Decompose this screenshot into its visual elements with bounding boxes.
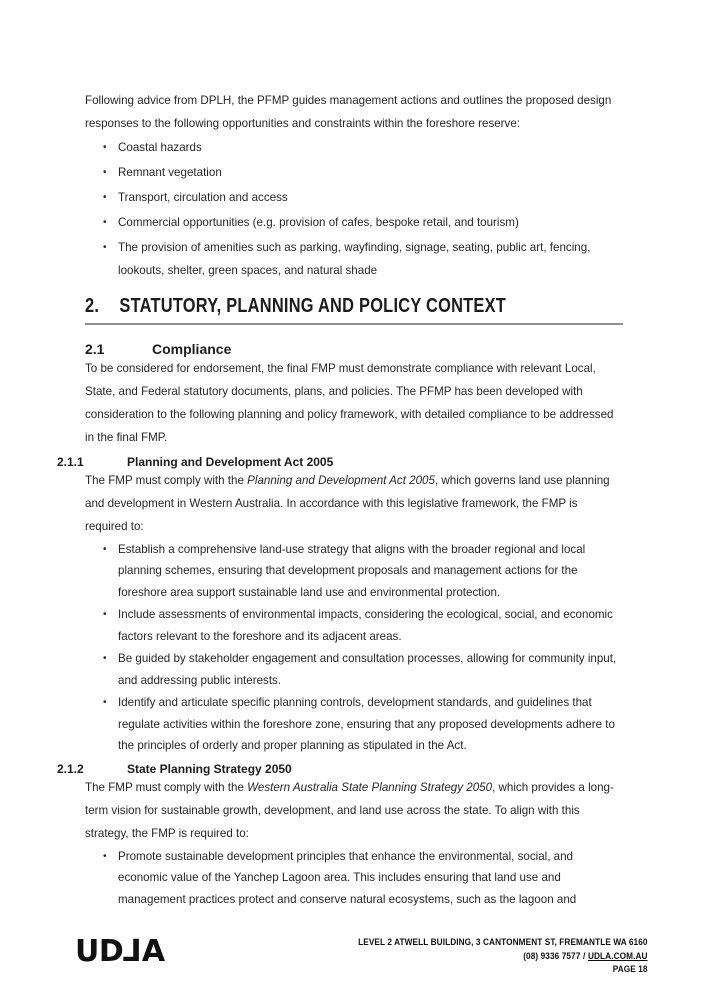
intro-bullet-list	[85, 136, 622, 282]
paragraph-text: The FMP must comply with the	[85, 780, 248, 794]
list-item-text: Coastal hazards	[118, 141, 202, 154]
list-item	[85, 186, 622, 209]
footer-separator: /	[583, 950, 586, 962]
bullet-icon: •	[103, 609, 107, 621]
section-2-1-1-heading	[57, 455, 622, 469]
section-number: 2.1.2	[57, 761, 84, 776]
logo-text: A	[141, 934, 165, 969]
section-2-1-2-paragraph	[85, 776, 622, 845]
udla-logo	[75, 936, 165, 968]
list-item-text: Include assessments of environmental impacts, considering the ecological, social, and economic factors relevant to the foreshore and its adjacent areas.	[118, 608, 613, 643]
paragraph-text: The FMP must comply with the	[85, 473, 248, 487]
section-title: State Planning Strategy 2050	[127, 761, 292, 776]
section-2-1-paragraph: To be considered for endorsement, the final FMP must demonstrate compliance with relevant Local, State, and Federal statutory documents, plans, and policies. The PFMP has been developed with consideration to the following planning and policy framework, with detailed compliance to be addressed in the final FMP.	[85, 361, 614, 444]
footer-phone: (08) 9336 7577	[523, 950, 581, 962]
bullet-icon: •	[103, 697, 107, 709]
list-item-text: Establish a comprehensive land-use strategy that aligns with the broader regional and local planning schemes, ensuring that development proposals and management actions for the foreshore area support sustainable land use and environmental protection.	[118, 542, 586, 599]
heading-divider	[85, 323, 623, 325]
section-2-1-heading	[85, 341, 622, 357]
intro-paragraph: Following advice from DPLH, the PFMP guides management actions and outlines the proposed design responses to the following opportunities and constraints within the foreshore reserve:	[85, 94, 612, 130]
section-2-1-2-bullet-list	[85, 846, 622, 911]
list-item	[85, 236, 622, 282]
footer-website-link[interactable]: UDLA.COM.AU	[588, 950, 648, 962]
bullet-icon: •	[103, 217, 107, 228]
list-item	[85, 211, 622, 234]
section-title: STATUTORY, PLANNING AND POLICY CONTEXT	[119, 294, 507, 317]
bullet-icon: •	[103, 543, 107, 555]
list-item	[85, 648, 622, 691]
section-2-1-2-heading	[57, 762, 622, 776]
section-number: 2.1	[85, 340, 105, 357]
paragraph-text: , which governs land use planning and development in Western Australia. In accordance with this legislative framework, the FMP is required to:	[85, 473, 610, 533]
list-item-text: Transport, circulation and access	[118, 191, 288, 204]
bullet-icon: •	[103, 142, 107, 153]
list-item-text: Be guided by stakeholder engagement and consultation processes, allowing for community input, and addressing public interests.	[118, 652, 617, 687]
footer-page-number: PAGE 18	[613, 964, 648, 975]
strategy-title-italic: Western Australia State Planning Strategy 2050	[247, 780, 493, 794]
list-item-text: Commercial opportunities (e.g. provision of cafes, bespoke retail, and tourism)	[118, 216, 519, 229]
section-number: 2.1.1	[57, 454, 84, 469]
logo-text: UD	[75, 934, 124, 969]
logo-flipped-l: L	[123, 934, 142, 969]
list-item	[85, 604, 622, 647]
list-item-text: Promote sustainable development principles that enhance the environmental, social, and economic value of the Yanchep Lagoon area. This includes ensuring that land use and management practices protect and conserve natural ecosystems, such as the lagoon and	[118, 849, 577, 906]
act-title-italic: Planning and Development Act 2005	[247, 473, 435, 487]
bullet-icon: •	[103, 850, 107, 862]
list-item	[85, 846, 622, 911]
bullet-icon: •	[103, 653, 107, 665]
list-item-text: The provision of amenities such as parking, wayfinding, signage, seating, public art, fencing, lookouts, shelter, green spaces, and natural shade	[118, 241, 591, 277]
paragraph-text: , which provides a long-term vision for sustainable growth, development, and land use across the state. To align with this strategy, the FMP is required to:	[85, 780, 614, 840]
list-item-text: Remnant vegetation	[118, 166, 222, 179]
footer-contact-block	[359, 936, 648, 977]
list-item	[85, 539, 622, 604]
list-item-text: Identify and articulate specific planning controls, development standards, and guidelines that regulate activities within the foreshore zone, ensuring that any proposed developments adhere to the principles of orderly and proper planning as stipulated in the Act.	[118, 696, 615, 753]
section-2-1-1-paragraph	[85, 469, 622, 538]
section-2-1-1-bullet-list	[85, 539, 622, 757]
list-item	[85, 692, 622, 757]
bullet-icon: •	[103, 167, 107, 178]
footer-contact-line	[359, 950, 648, 964]
page-content	[57, 89, 622, 911]
bullet-icon: •	[103, 192, 107, 203]
section-title: Planning and Development Act 2005	[127, 454, 334, 469]
list-item	[85, 136, 622, 159]
list-item	[85, 161, 622, 184]
section-number: 2.	[85, 294, 100, 317]
section-title: Compliance	[152, 340, 232, 357]
section-2-heading	[85, 294, 622, 318]
page-footer	[75, 936, 648, 977]
footer-address: LEVEL 2 ATWELL BUILDING, 3 CANTONMENT ST, FREMANTLE WA 6160	[358, 937, 648, 948]
bullet-icon: •	[103, 242, 107, 253]
